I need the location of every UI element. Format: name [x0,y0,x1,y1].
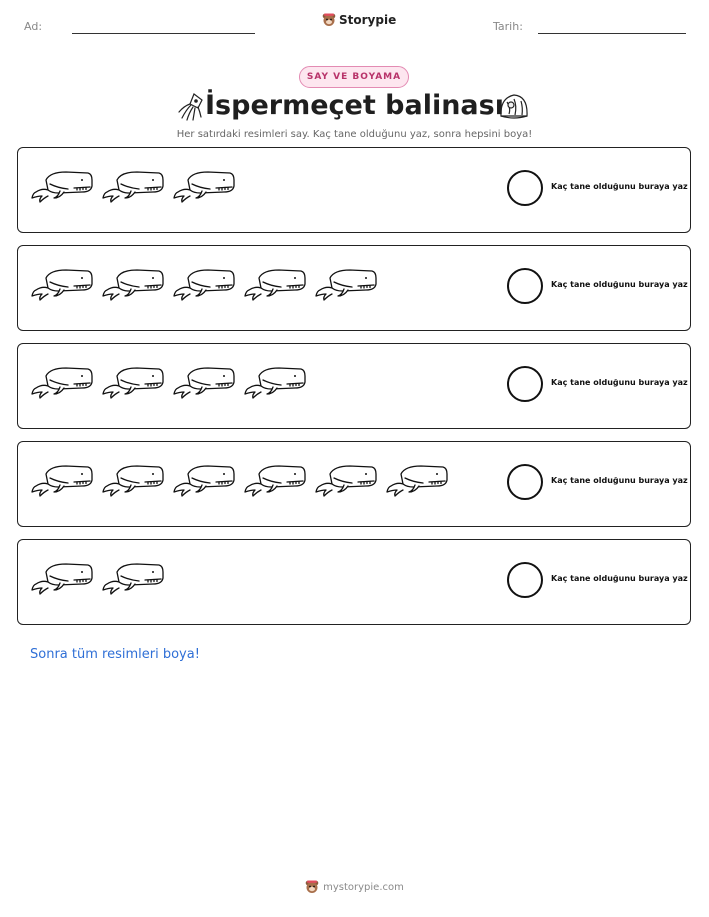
sperm-whale-icon [101,264,165,304]
bear-mascot-icon [322,13,336,27]
footer-site: mystorypie.com [323,881,404,893]
title-row [0,88,709,128]
sperm-whale-icon [172,460,236,500]
sperm-whale-icon [314,264,378,304]
sperm-whale-icon [30,166,94,206]
answer-label: Kaç tane olduğunu buraya yaz [551,574,688,583]
bear-mascot-icon [305,880,319,894]
answer-label: Kaç tane olduğunu buraya yaz [551,378,688,387]
whale-group [30,362,307,402]
sperm-whale-icon [101,460,165,500]
answer-label: Kaç tane olduğunu buraya yaz [551,182,688,191]
whale-group [30,558,165,598]
sperm-whale-icon [172,362,236,402]
counting-row [17,343,691,429]
answer-circle[interactable] [507,562,543,598]
coloring-reminder: Sonra tüm resimleri boya! [30,647,200,662]
whale-group [30,460,449,500]
brand-name: Storypie [339,13,397,27]
sperm-whale-icon [30,460,94,500]
footer [0,880,709,894]
instructions: Her satırdaki resimleri say. Kaç tane olduğunu yaz, sonra hepsini boya! [176,129,533,140]
answer-circle[interactable] [507,170,543,206]
sperm-whale-icon [314,460,378,500]
answer-circle[interactable] [507,464,543,500]
shell-icon [497,90,531,122]
sperm-whale-icon [101,362,165,402]
sperm-whale-icon [243,460,307,500]
sperm-whale-icon [30,558,94,598]
worksheet-header [0,0,709,50]
answer-label: Kaç tane olduğunu buraya yaz [551,280,688,289]
date-line [538,33,686,34]
sperm-whale-icon [243,264,307,304]
category-badge: SAY VE BOYAMA [299,66,409,88]
sperm-whale-icon [172,264,236,304]
answer-label: Kaç tane olduğunu buraya yaz [551,476,688,485]
answer-circle[interactable] [507,366,543,402]
name-label: Ad: [24,20,43,33]
counting-row [17,539,691,625]
counting-row [17,245,691,331]
name-line [72,33,255,34]
sperm-whale-icon [30,362,94,402]
page-title: İspermeçet balinası [205,90,504,121]
whale-group [30,264,378,304]
sperm-whale-icon [385,460,449,500]
sperm-whale-icon [243,362,307,402]
sperm-whale-icon [101,166,165,206]
sperm-whale-icon [101,558,165,598]
counting-row [17,147,691,233]
brand-logo [322,13,396,27]
counting-row [17,441,691,527]
sperm-whale-icon [172,166,236,206]
answer-circle[interactable] [507,268,543,304]
sperm-whale-icon [30,264,94,304]
date-label: Tarih: [493,20,523,33]
whale-group [30,166,236,206]
